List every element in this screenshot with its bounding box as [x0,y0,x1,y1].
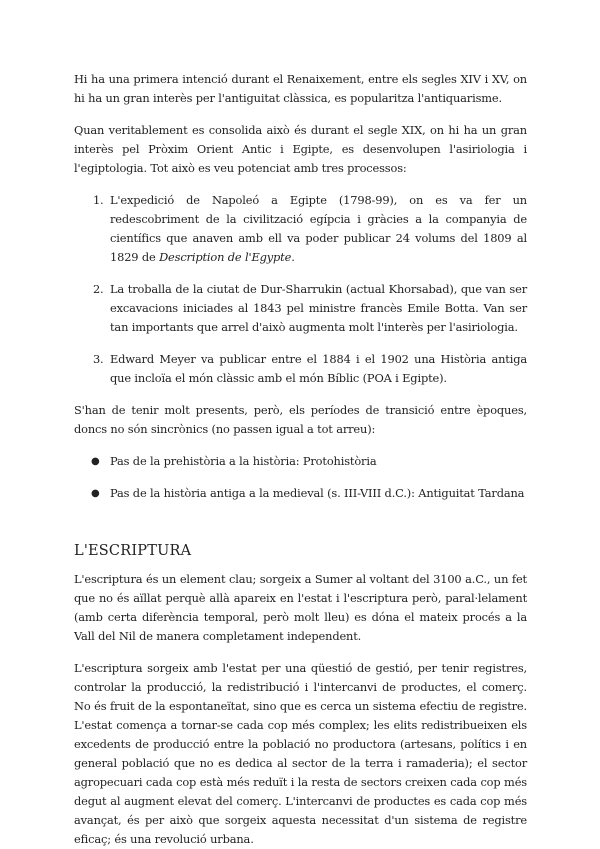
book-title: Description de l'Egypte [159,250,292,264]
processes-list [74,191,527,388]
process-suffix: . [291,250,295,264]
transition-item-text: Pas de la història antiga a la medieval (s. III-VIII d.C.): Antiguitat Tardana [110,486,525,500]
intro-paragraph: Hi ha una primera intenció durant el Renaixement, entre els segles XIV i XV, on hi ha un gran interès per l'antiguitat clàssica, es popularitza l'antiquarisme. [74,72,527,105]
transitions-paragraph: S'han de tenir molt presents, però, els períodes de transició entre èpoques, doncs no són sincrònics (no passen igual a tot arreu): [74,403,527,436]
transitions-list [74,452,527,503]
section-heading: L'ESCRIPTURA [74,543,192,559]
process-item-1 [107,191,527,267]
bullet-icon: ● [91,488,100,499]
writing-paragraph-2: L'escriptura sorgeix amb l'estat per una qüestió de gestió, per tenir registres, controlar la producció, la redistribució i l'intercanvi de productes, el comerç. No és fruit de la espontaneïtat, sino que es cerca un sistema efectiu de registre. L'estat comença a tornar-se cada cop més complex; les elits redistribueixen els excedents de producció entre la població no productora (artesans, polítics i en general població que no es dedica al sector de la terra i ramaderia); el sector agropecuari cada cop està més reduït i la resta de sectors creixen cada cop més degut al augment elevat del comerç. L'intercanvi de productes es cada cop més avançat, és per això que sorgeix aquesta necessitat d'un sistema de registre eficaç; és una revolució urbana. [74,661,527,846]
process-item-2: 2. La troballa de la ciutat de Dur-Sharrukin (actual Khorsabad), que van ser excavacions iniciades al 1843 pel ministre francès Emile Botta. Van ser tan importants que arrel d'això augmenta molt l'interès per l'asiriologia. [107,280,527,337]
process-text: L'expedició de Napoleó a Egipte (1798-99), on es va fer un redescobriment de la civilització egípcia i gràcies a la companyia de científics que anaven amb ell va poder publicar 24 volums del 1809 al 1829 de [110,193,527,264]
consolidation-paragraph: Quan veritablement es consolida això és durant el segle XIX, on hi ha un gran interès pel Pròxim Orient Antic i Egipte, es desenvolupen l'asiriologia i l'egiptologia. Tot això es veu potenciat amb tres processos: [74,123,527,175]
writing-paragraph-1: L'escriptura és un element clau; sorgeix a Sumer al voltant del 3100 a.C., un fet que no és aïllat perquè allà apareix en l'estat i l'escriptura però, paral·lelament (amb certa diferència temporal, però molt lleu) es dóna el mateix procés a la Vall del Nil de manera completament independent. [74,572,527,643]
transition-item-text: Pas de la prehistòria a la història: Protohistòria [110,454,377,468]
transition-item [91,484,527,503]
transition-item [91,452,527,471]
bullet-icon: ● [91,456,100,467]
process-item-3: 3. Edward Meyer va publicar entre el 1884 i el 1902 una Història antiga que incloïa el món clàssic amb el món Bíblic (POA i Egipte). [107,350,527,388]
